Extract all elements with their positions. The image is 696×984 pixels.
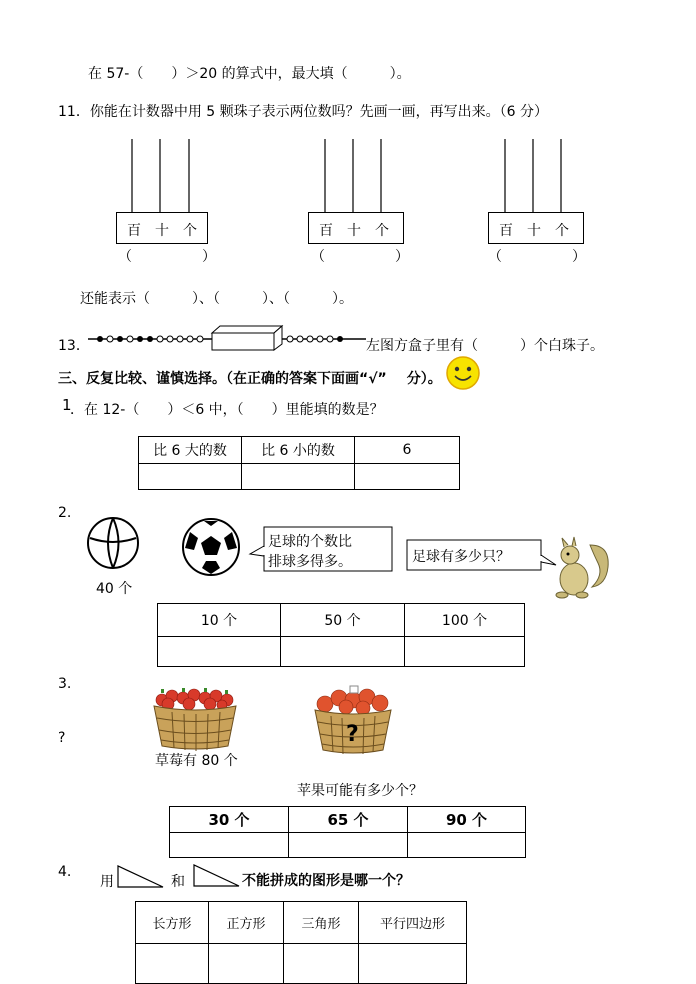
- p1-option-2: 比 6 小的数: [242, 437, 355, 464]
- p2-options-table: [157, 603, 525, 667]
- p2-answer-cell-1[interactable]: [158, 637, 281, 667]
- bubble2-text: 足球有多少只？: [412, 549, 510, 565]
- volleyball-caption: 40 个: [96, 581, 133, 597]
- p3-options-table: [169, 806, 526, 858]
- strawberry-basket-icon: [152, 684, 238, 750]
- p3-option-1: 30 个: [170, 807, 289, 833]
- p3-answer-cell-2[interactable]: [289, 833, 408, 858]
- soccer-ball-icon: [182, 518, 242, 578]
- p1-option-3: 6: [355, 437, 460, 464]
- section3-heading-b: ”: [377, 371, 387, 387]
- p3-answer-cell-3[interactable]: [408, 833, 526, 858]
- p1-answer-cell-1[interactable]: [139, 464, 242, 490]
- bubble1-line2: 排球多得多。: [268, 554, 352, 570]
- p4-answer-cell-1[interactable]: [136, 944, 209, 984]
- abacus-1-answer-paren[interactable]: （ ）: [118, 249, 216, 265]
- section3-heading: [58, 368, 442, 388]
- p4-answer-cell-4[interactable]: [359, 944, 467, 984]
- p2-option-1: 10 个: [158, 604, 281, 637]
- p1-answer-cell-2[interactable]: [242, 464, 355, 490]
- p1-answer-cell-3[interactable]: [355, 464, 460, 490]
- smiley-face-icon: [446, 356, 480, 390]
- p2-answer-cell-2[interactable]: [281, 637, 405, 667]
- triangle-piece-2-icon: [193, 864, 241, 888]
- p4-options-table: [135, 901, 467, 984]
- check-mark-glyph: √: [368, 371, 378, 387]
- section3-heading-a: 三、反复比较、谨慎选择。（在正确的答案下面画“: [58, 371, 369, 387]
- p3-answer-cell-1[interactable]: [170, 833, 289, 858]
- abacus-3-label: 百 十 个: [499, 223, 569, 239]
- section3-heading-c: 分）。: [406, 371, 442, 387]
- p2-option-3: 100 个: [405, 604, 525, 637]
- p1-number: 1: [62, 396, 72, 414]
- p3-number: 3.: [58, 676, 72, 692]
- p2-option-2: 50 个: [281, 604, 405, 637]
- q11-also-represent: 还能表示（ ）、（ ）、（ ）。: [80, 291, 353, 307]
- p2-number: 2.: [58, 505, 72, 521]
- abacus-1-rods: [118, 139, 218, 214]
- p4-answer-cell-2[interactable]: [209, 944, 284, 984]
- p3-option-3: 90 个: [408, 807, 526, 833]
- q13-text: 左图方盒子里有（ ）个白珠子。: [366, 338, 604, 354]
- p4-option-3: 三角形: [284, 902, 359, 944]
- volleyball-icon: [86, 516, 142, 572]
- q10-fill-line: 在 57-（ ）＞20 的算式中，最大填（ ）。: [88, 66, 411, 82]
- abacus-2-base: [308, 212, 404, 244]
- abacus-1-label: 百 十 个: [127, 223, 197, 239]
- p4-and: 和: [171, 874, 185, 890]
- p3-side-mark: ?: [58, 730, 66, 746]
- apple-basket-question-mark: ?: [346, 722, 359, 747]
- p3-option-2: 65 个: [289, 807, 408, 833]
- p1-question: ．在 12-（ ）＜6 中，（ ）里能填的数是？: [70, 402, 384, 418]
- bead-string-figure: [86, 324, 376, 350]
- abacus-3-answer-paren[interactable]: （ ）: [488, 249, 586, 265]
- p2-answer-cell-3[interactable]: [405, 637, 525, 667]
- triangle-piece-1-icon: [117, 865, 167, 889]
- abacus-3-base: [488, 212, 584, 244]
- q13-number: 13．: [58, 338, 90, 354]
- p4-option-2: 正方形: [209, 902, 284, 944]
- p4-answer-cell-3[interactable]: [284, 944, 359, 984]
- strawberry-caption: 草莓有 80 个: [155, 753, 238, 769]
- abacus-2-label: 百 十 个: [319, 223, 389, 239]
- squirrel-icon: [552, 535, 612, 603]
- p1-options-table: [138, 436, 460, 490]
- abacus-1-base: [116, 212, 208, 244]
- p4-use: 用: [100, 874, 114, 890]
- p3-question: 苹果可能有多少个？: [297, 783, 423, 799]
- q11-title: 11．你能在计数器中用 5 颗珠子表示两位数吗？先画一画，再写出来。（6 分）: [58, 104, 548, 120]
- bubble1-line1: 足球的个数比: [268, 534, 352, 550]
- p1-option-1: 比 6 大的数: [139, 437, 242, 464]
- abacus-3-rods: [490, 139, 590, 214]
- abacus-2-answer-paren[interactable]: （ ）: [311, 249, 409, 265]
- p4-option-1: 长方形: [136, 902, 209, 944]
- p4-option-4: 平行四边形: [359, 902, 467, 944]
- p4-question: 不能拼成的图形是哪一个？: [242, 873, 410, 889]
- abacus-2-rods: [310, 139, 410, 214]
- p4-number: 4.: [58, 864, 72, 880]
